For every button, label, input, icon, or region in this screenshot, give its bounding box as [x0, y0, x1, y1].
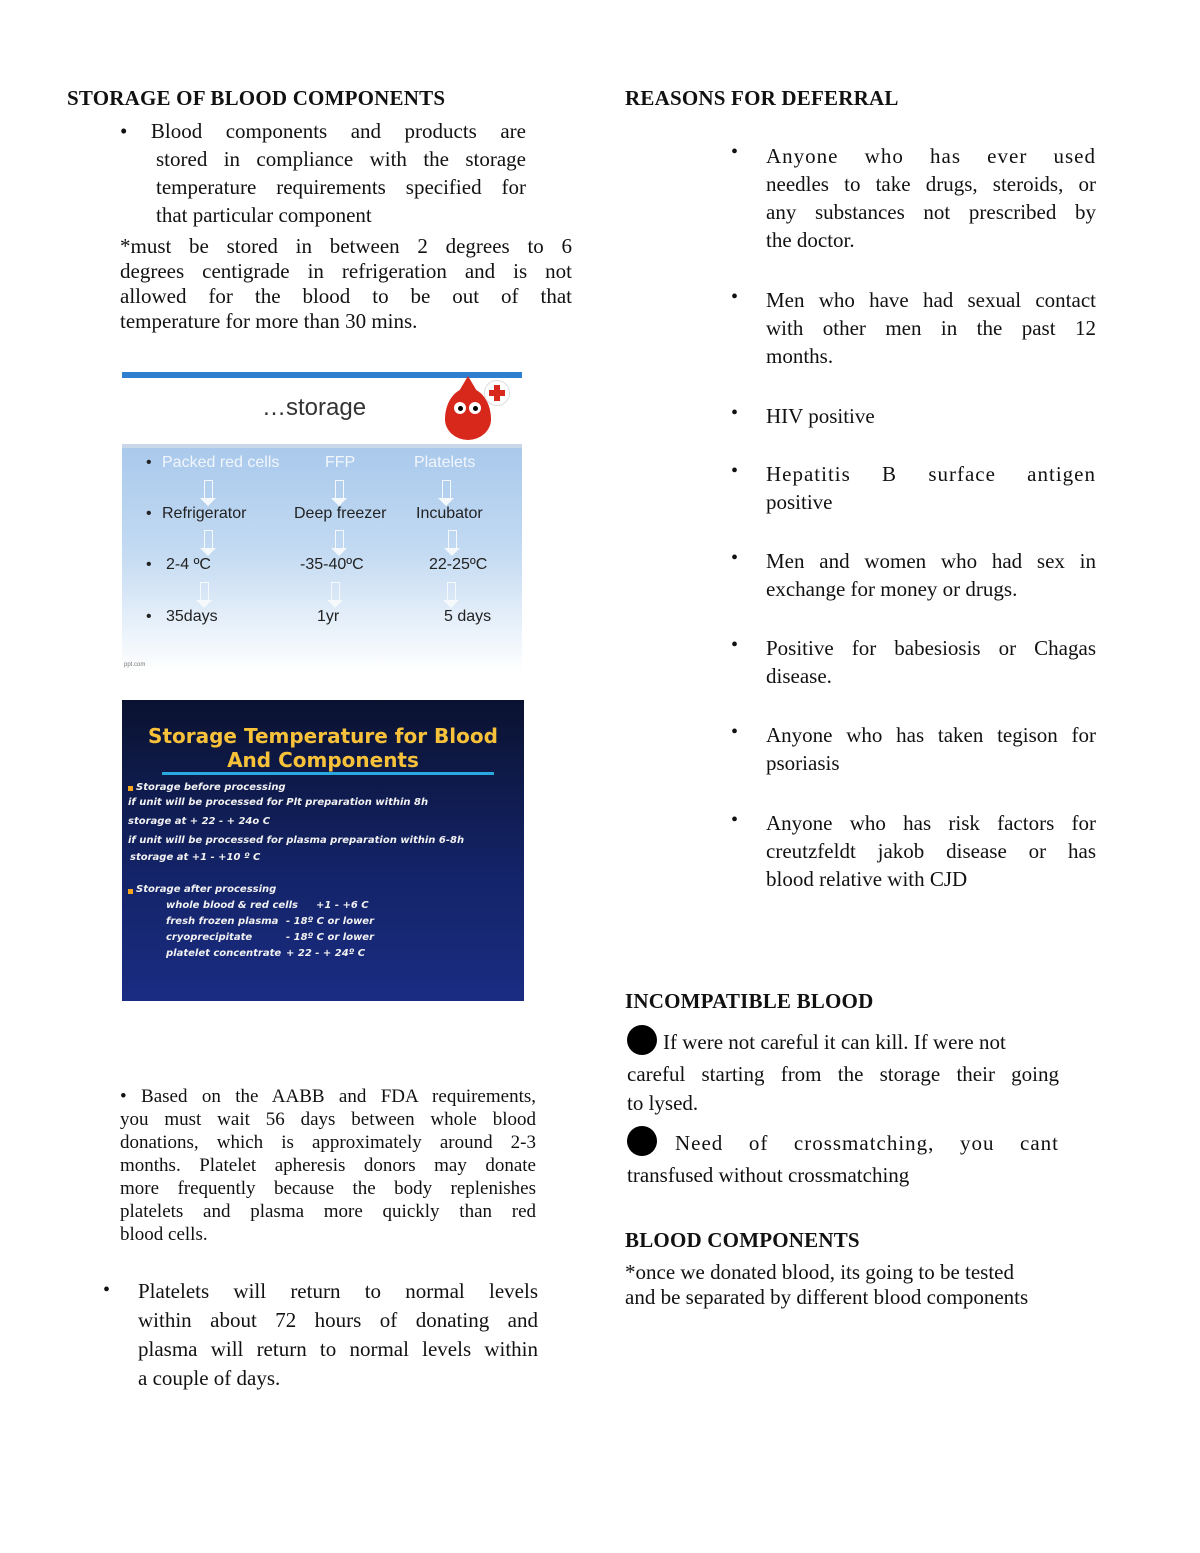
- down-arrow-icon: [335, 530, 344, 549]
- aabb-line: months. Platelet apheresis donors may donate: [120, 1155, 536, 1176]
- deferral-line: blood relative with CJD: [766, 867, 968, 891]
- deferral-item: [766, 634, 1096, 690]
- deferral-line: Men and women who had sex in: [766, 549, 1096, 573]
- bullet-icon: •: [731, 141, 739, 163]
- temp-ffp: -35-40ºC: [300, 556, 364, 573]
- incompatible-line: transfused without crossmatching: [627, 1163, 910, 1187]
- deferral-line: Positive for babesiosis or Chagas: [766, 636, 1096, 660]
- deferral-line: Anyone who has ever used: [766, 144, 1096, 168]
- time-platelets: 5 days: [444, 608, 492, 625]
- deferral-line: with other men in the past 12: [766, 316, 1096, 340]
- bullet-icon: •: [731, 809, 739, 831]
- down-arrow-icon: [448, 530, 457, 549]
- bullet-icon: •: [731, 402, 739, 424]
- header-ffp: FFP: [325, 454, 356, 471]
- slide1-bullet: •: [146, 454, 152, 471]
- platelets-line: plasma will return to normal levels within: [138, 1337, 538, 1361]
- deferral-line: Anyone who has risk factors for: [766, 811, 1096, 835]
- bullet-icon: •: [731, 460, 739, 482]
- storage-bullet-line: • Blood components and products are: [120, 119, 526, 143]
- slide2-after-temp: - 18º C or lower: [286, 916, 375, 927]
- down-arrow-icon: [331, 582, 340, 601]
- deferral-item: [766, 721, 1096, 777]
- deferral-item: [766, 460, 1096, 516]
- time-red-cells: 35days: [166, 608, 218, 625]
- down-arrow-icon: [204, 530, 213, 549]
- down-arrow-icon: [442, 480, 451, 499]
- deferral-item: [766, 402, 1096, 430]
- deferral-line: psoriasis: [766, 751, 840, 775]
- aabb-line: more frequently because the body replenishes: [120, 1178, 536, 1199]
- slide2-before-line: if unit will be processed for Plt preparation within 8h: [128, 797, 429, 808]
- slide2-after-temp: - 18º C or lower: [286, 932, 375, 943]
- slide1-bullet: •: [146, 505, 152, 522]
- slide2-before-line: storage at + 22 - + 24o C: [128, 816, 271, 827]
- incompatible-heading: INCOMPATIBLE BLOOD: [625, 989, 874, 1013]
- storage-note-line: *must be stored in between 2 degrees to 6: [120, 234, 572, 258]
- bullet-icon: •: [103, 1279, 111, 1301]
- deferral-line: needles to take drugs, steroids, or: [766, 172, 1096, 196]
- platelets-line: a couple of days.: [138, 1366, 281, 1390]
- aabb-line: blood cells.: [120, 1224, 208, 1245]
- blood-components-heading: BLOOD COMPONENTS: [625, 1228, 860, 1252]
- slide2-before-line: storage at +1 - +10 º C: [130, 852, 261, 863]
- temp-platelets: 22-25ºC: [429, 556, 488, 573]
- aabb-line: you must wait 56 days between whole blood: [120, 1109, 536, 1130]
- down-arrow-icon: [447, 582, 456, 601]
- slide2-before-label: Storage before processing: [136, 782, 286, 793]
- slide2-after-temp: +1 - +6 C: [316, 900, 369, 911]
- slide1-separator: [122, 444, 522, 448]
- red-cross-icon: [484, 380, 510, 406]
- down-arrow-icon: [335, 480, 344, 499]
- deferral-line: disease.: [766, 664, 832, 688]
- deferral-line: Men who have had sexual contact: [766, 288, 1096, 312]
- slide2-title-line: Storage Temperature for Blood: [148, 724, 498, 748]
- platelets-line: Platelets will return to normal levels: [138, 1279, 538, 1303]
- storage-note: [120, 234, 572, 334]
- storage-deep-freezer: Deep freezer: [294, 505, 387, 522]
- deferral-item: [766, 286, 1096, 370]
- deferral-line: creutzfeldt jakob disease or has: [766, 839, 1096, 863]
- platelets-line: within about 72 hours of donating and: [138, 1308, 538, 1332]
- storage-bullet-line: stored in compliance with the storage: [156, 147, 526, 171]
- aabb-line: donations, which is approximately around 2-3: [120, 1132, 536, 1153]
- storage-note-line: degrees centigrade in refrigeration and is not: [120, 259, 572, 283]
- storage-refrigerator: Refrigerator: [162, 505, 247, 522]
- deferral-line: Hepatitis B surface antigen: [766, 462, 1096, 486]
- deferral-heading: REASONS FOR DEFERRAL: [625, 86, 899, 110]
- mascot-eye-icon: [469, 402, 481, 414]
- incompatible-item: [627, 1026, 1059, 1116]
- deferral-line: the doctor.: [766, 228, 855, 252]
- slide2-after-item: whole blood & red cells: [166, 900, 298, 911]
- slide2-after-item: fresh frozen plasma: [166, 916, 279, 927]
- incompatible-line: If were not careful it can kill. If were not: [663, 1030, 1006, 1054]
- blood-components-note: [625, 1260, 1095, 1310]
- slide2-after-item: cryoprecipitate: [166, 932, 253, 943]
- incompatible-line: careful starting from the storage their going: [627, 1062, 1059, 1086]
- storage-incubator: Incubator: [416, 505, 483, 522]
- storage-bullet: [120, 117, 526, 229]
- header-platelets: Platelets: [414, 454, 476, 471]
- storage-temperature-slide-image: [122, 700, 524, 1001]
- slide2-after-item: platelet concentrate: [166, 948, 282, 959]
- deferral-line: Anyone who has taken tegison for: [766, 723, 1096, 747]
- incompatible-item: [627, 1127, 1059, 1191]
- deferral-line: positive: [766, 490, 833, 514]
- storage-bullet-line: that particular component: [156, 203, 372, 227]
- orange-bullet-icon: [128, 786, 133, 791]
- deferral-item: [766, 142, 1096, 254]
- deferral-line: months.: [766, 344, 834, 368]
- slide2-after-label: Storage after processing: [136, 884, 277, 895]
- slide2-before-line: if unit will be processed for plasma preparation within 6-8h: [128, 835, 465, 846]
- deferral-line: exchange for money or drugs.: [766, 577, 1018, 601]
- components-note-line: and be separated by different blood components: [625, 1285, 1029, 1309]
- time-ffp: 1yr: [317, 608, 340, 625]
- mascot-eye-icon: [454, 402, 466, 414]
- incompatible-line: Need of crossmatching, you cant: [675, 1131, 1059, 1155]
- slide2-title-rule: [162, 772, 494, 775]
- slide1-source-text: ppt.com: [124, 662, 146, 668]
- down-arrow-icon: [204, 480, 213, 499]
- deferral-item: [766, 809, 1096, 893]
- slide1-title: …storage: [262, 394, 367, 421]
- bullet-icon: •: [731, 547, 739, 569]
- deferral-line: any substances not prescribed by: [766, 200, 1096, 224]
- slide1-bullet: •: [146, 556, 152, 573]
- header-packed-red-cells: Packed red cells: [162, 454, 280, 471]
- storage-bullet-line: temperature requirements specified for: [156, 175, 526, 199]
- components-note-line: *once we donated blood, its going to be tested: [625, 1260, 1015, 1284]
- storage-heading: STORAGE OF BLOOD COMPONENTS: [67, 86, 446, 110]
- bullet-icon: •: [731, 721, 739, 743]
- slide2-title-line: And Components: [227, 748, 419, 772]
- bullet-icon: •: [731, 286, 739, 308]
- slide2-after-temp: + 22 - + 24º C: [286, 948, 366, 959]
- bullet-icon: •: [731, 634, 739, 656]
- storage-note-line: allowed for the blood to be out of that: [120, 284, 572, 308]
- aabb-line: • Based on the AABB and FDA requirements,: [120, 1086, 536, 1107]
- incompatible-line: to lysed.: [627, 1091, 699, 1115]
- down-arrow-icon: [200, 582, 209, 601]
- platelets-paragraph: [138, 1277, 538, 1393]
- aabb-paragraph: [120, 1085, 536, 1246]
- storage-note-line: temperature for more than 30 mins.: [120, 309, 418, 333]
- deferral-line: HIV positive: [766, 404, 875, 428]
- orange-bullet-icon: [128, 889, 133, 894]
- temp-red-cells: 2-4 ºC: [166, 556, 211, 573]
- storage-slide-image: [122, 372, 522, 672]
- slide1-bullet: •: [146, 608, 152, 625]
- deferral-item: [766, 547, 1096, 603]
- aabb-line: platelets and plasma more quickly than red: [120, 1201, 536, 1222]
